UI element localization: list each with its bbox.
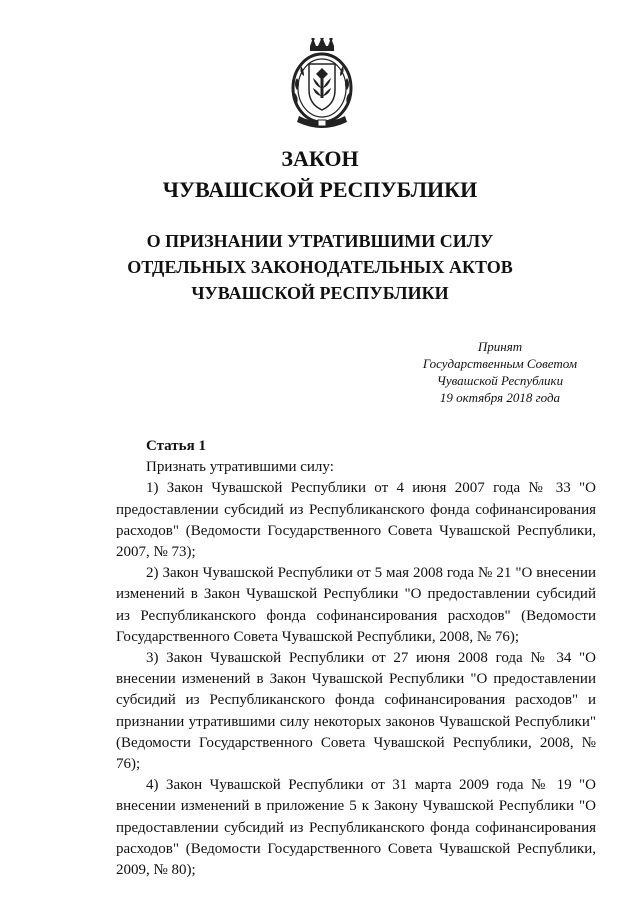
article-intro: Признать утратившими силу: xyxy=(146,459,334,476)
law-subtitle xyxy=(0,228,640,306)
list-item: 1) Закон Чувашской Республики от 4 июня 2007 года № 33 "О предоставлении субсидий из Республиканского фонда софинансирования расходов" (Ведомости Государственного Совета Чувашской Республики, 2007, № 73); xyxy=(116,480,596,561)
coat-of-arms-emblem xyxy=(289,38,355,134)
subtitle-line: О ПРИЗНАНИИ УТРАТИВШИМИ СИЛУ xyxy=(146,231,494,251)
article-title: Статья 1 xyxy=(146,438,206,454)
adoption-line: Принят xyxy=(477,339,523,354)
adoption-date: 19 октября 2018 года xyxy=(439,390,561,405)
law-body xyxy=(116,436,596,881)
law-title: ЗАКОН xyxy=(281,146,359,171)
list-item: 2) Закон Чувашской Республики от 5 мая 2008 года № 21 "О внесении изменений в Закон Чувашской Республики "О предоставлении субсидий из Республиканского фонда софинансирования расходов" (Ведомости Государственного Совета Чувашской Республики, 2008, № 76); xyxy=(116,565,596,645)
subtitle-line: ОТДЕЛЬНЫХ ЗАКОНОДАТЕЛЬНЫХ АКТОВ xyxy=(127,257,513,277)
subtitle-line: ЧУВАШСКОЙ РЕСПУБЛИКИ xyxy=(191,283,449,303)
list-item: 3) Закон Чувашской Республики от 27 июня 2008 года № 34 "О внесении изменений в Закон Чувашской Республики "О предоставлении субсидий из Республиканского фонда софинансирования расходов" и признании утратившими силу некоторых законов Чувашской Республики" (Ведомости Государственного Совета Чувашской Республики, 2008, № 76); xyxy=(116,650,596,773)
adoption-line: Государственным Советом xyxy=(422,356,578,371)
list-item: 4) Закон Чувашской Республики от 31 марта 2009 года № 19 "О внесении изменений в приложение 5 к Закону Чувашской Республики "О предоставлении субсидий из Республиканского фонда софинансирования расходов" (Ведомости Государственного Совета Чувашской Республики, 2009, № 80); xyxy=(116,777,596,879)
adoption-line: Чувашской Республики xyxy=(436,373,564,388)
adoption-note xyxy=(400,338,600,406)
republic-title: ЧУВАШСКОЙ РЕСПУБЛИКИ xyxy=(162,177,478,202)
